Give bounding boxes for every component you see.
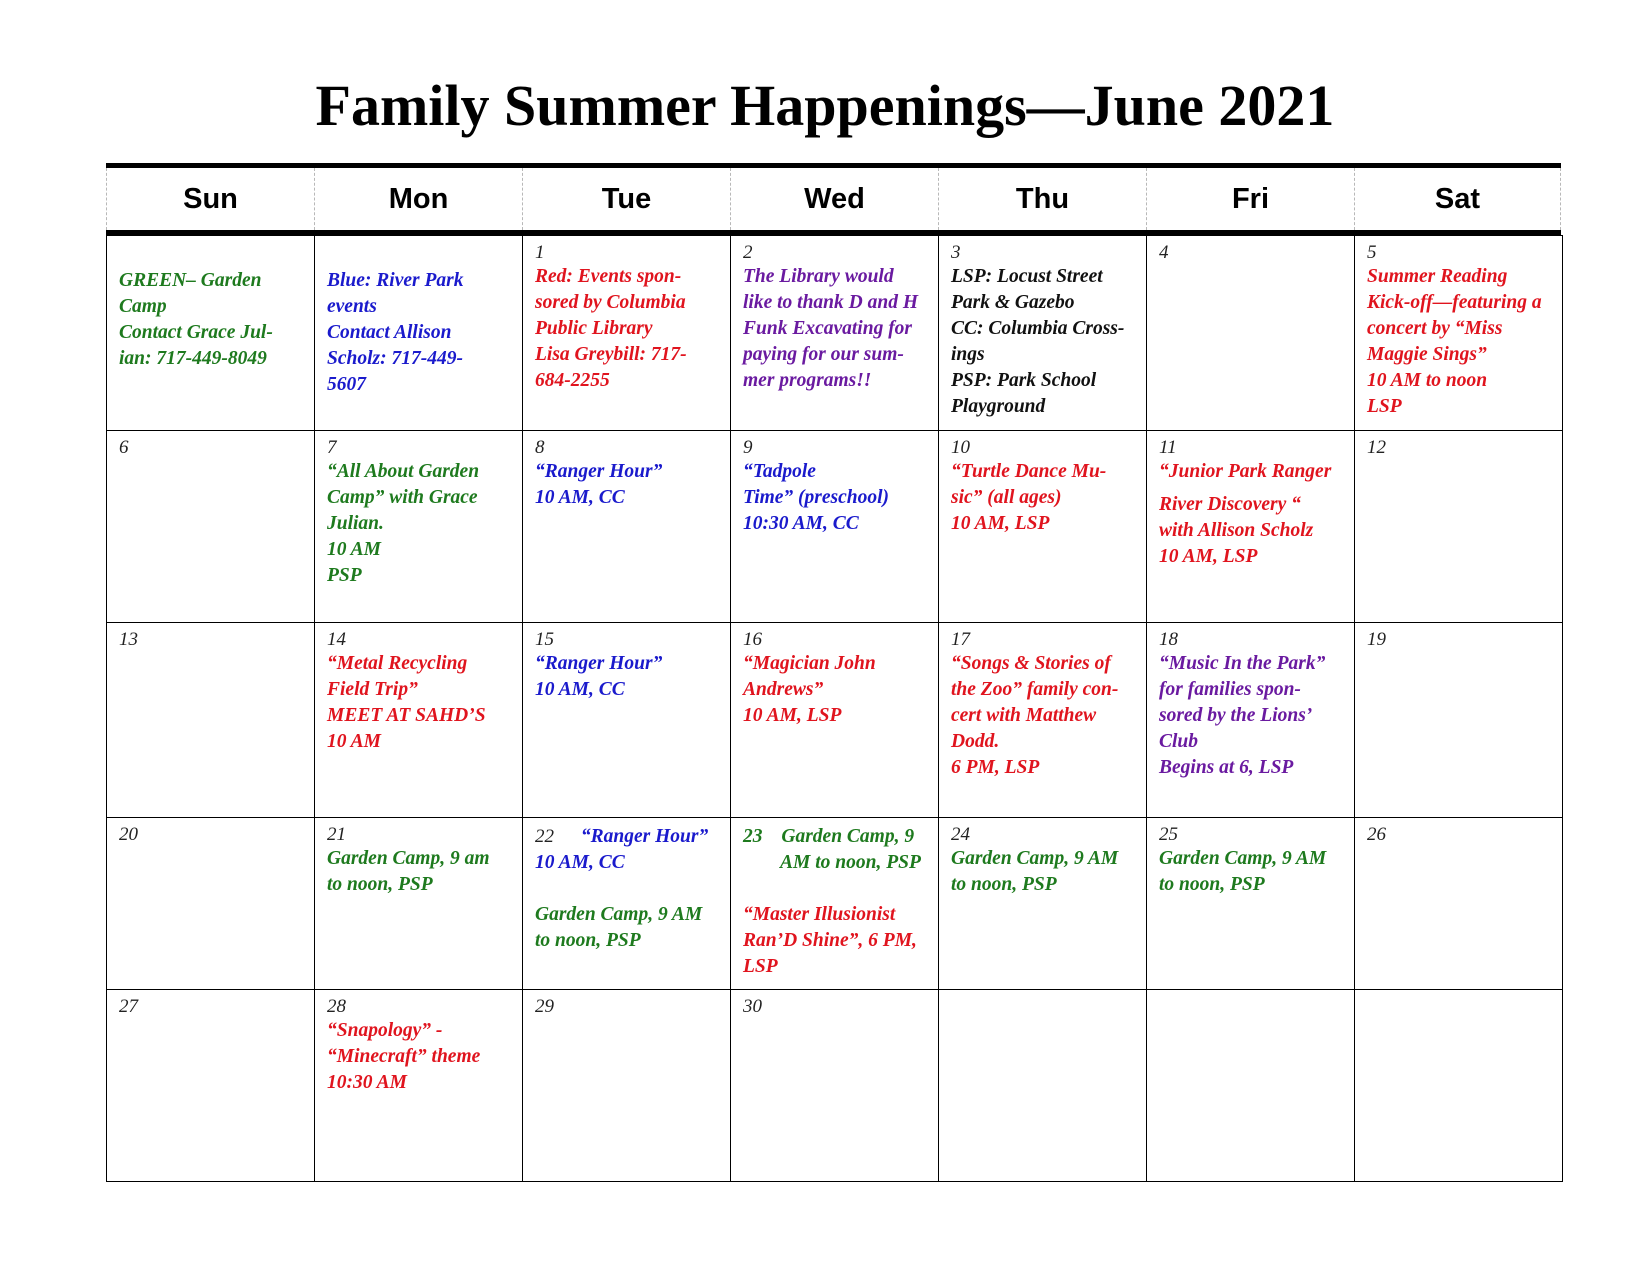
event-text: “Junior Park Ranger — [1159, 461, 1332, 482]
weekday-sun: Sun — [106, 168, 314, 230]
day-cell — [523, 623, 731, 818]
calendar-week — [107, 818, 1563, 990]
day-cell — [315, 431, 523, 623]
event-text: Garden Camp, 9 am to noon, PSP — [327, 848, 490, 895]
legend-red-text: Red: Events spon- sored by Columbia Public Library Lisa Greybill: 717- 684-2255 — [535, 266, 687, 391]
event-text: AM to noon, PSP — [780, 852, 921, 873]
day-cell — [1355, 623, 1563, 818]
calendar-week — [107, 623, 1563, 818]
day-cell — [1147, 818, 1355, 990]
event-text: “Magician John Andrews” 10 AM, LSP — [743, 653, 876, 726]
day-number: 1 — [535, 242, 545, 263]
day-number: 25 — [1159, 824, 1178, 845]
weekday-tue: Tue — [522, 168, 730, 230]
event-text: “Turtle Dance Mu- sic” (all ages) 10 AM, LSP — [951, 461, 1107, 534]
event-text: Garden Camp, 9 — [781, 826, 915, 847]
day-cell — [315, 623, 523, 818]
event-text: 10 AM, CC — [535, 852, 625, 873]
day-number: 7 — [327, 437, 337, 458]
day-cell — [315, 990, 523, 1182]
day-cell — [523, 990, 731, 1182]
day-number: 4 — [1159, 242, 1169, 263]
day-number: 21 — [327, 824, 346, 845]
day-number: 9 — [743, 437, 753, 458]
day-number: 17 — [951, 629, 970, 650]
day-number: 28 — [327, 996, 346, 1017]
event-text: “Ranger Hour” — [580, 826, 709, 847]
day-cell — [1355, 236, 1563, 431]
weekday-fri: Fri — [1146, 168, 1354, 230]
day-number: 16 — [743, 629, 762, 650]
weekday-wed: Wed — [730, 168, 938, 230]
weekday-thu: Thu — [938, 168, 1146, 230]
day-number: 20 — [119, 824, 138, 845]
day-number: 10 — [951, 437, 970, 458]
day-number: 23 — [743, 826, 763, 847]
day-cell — [731, 623, 939, 818]
day-number: 2 — [743, 242, 753, 263]
day-number: 15 — [535, 629, 554, 650]
day-cell — [731, 818, 939, 990]
day-number: 29 — [535, 996, 554, 1017]
legend-purple-text: The Library would like to thank D and H Funk Excavating for paying for our sum- mer programs!! — [743, 266, 918, 391]
day-number: 27 — [119, 996, 138, 1017]
day-number: 13 — [119, 629, 138, 650]
event-text: “Snapology” - “Minecraft” theme 10:30 AM — [327, 1020, 481, 1093]
day-cell — [939, 236, 1147, 431]
day-cell — [107, 818, 315, 990]
event-text: “Music In the Park” for families spon- sored by the Lions’ Club Begins at 6, LSP — [1159, 653, 1326, 778]
event-text: River Discovery “ with Allison Scholz 10 AM, LSP — [1159, 494, 1314, 567]
day-number: 5 — [1367, 242, 1377, 263]
event-text: “Ranger Hour” 10 AM, CC — [535, 461, 663, 508]
day-number: 11 — [1159, 437, 1177, 458]
calendar-grid — [106, 235, 1563, 1182]
day-cell — [523, 236, 731, 431]
legend-green-text: GREEN– Garden Camp Contact Grace Jul- ian: 717-449-8049 — [119, 270, 273, 369]
day-cell — [315, 818, 523, 990]
event-text: “Songs & Stories of the Zoo” family con- cert with Matthew Dodd. 6 PM, LSP — [951, 653, 1119, 778]
day-cell — [939, 431, 1147, 623]
calendar-week — [107, 236, 1563, 431]
day-number: 22 — [535, 826, 554, 847]
day-number: 3 — [951, 242, 961, 263]
event-text: Garden Camp, 9 AM to noon, PSP — [1159, 848, 1327, 895]
day-cell — [523, 818, 731, 990]
legend-cell-blue — [315, 236, 523, 431]
day-cell — [107, 623, 315, 818]
event-text: Garden Camp, 9 AM to noon, PSP — [951, 848, 1119, 895]
calendar-week — [107, 431, 1563, 623]
day-number: 24 — [951, 824, 970, 845]
day-number: 19 — [1367, 629, 1386, 650]
event-text: “Ranger Hour” 10 AM, CC — [535, 653, 663, 700]
empty-day-cell — [1147, 990, 1355, 1182]
page-title: Family Summer Happenings—June 2021 — [315, 73, 1335, 138]
day-number: 14 — [327, 629, 346, 650]
day-number: 26 — [1367, 824, 1386, 845]
day-cell — [107, 990, 315, 1182]
weekday-mon: Mon — [314, 168, 522, 230]
day-number: 18 — [1159, 629, 1178, 650]
legend-blue-text: Blue: River Park events Contact Allison Scholz: 717-449- 5607 — [327, 270, 464, 395]
day-cell — [1355, 431, 1563, 623]
day-number: 12 — [1367, 437, 1386, 458]
day-cell — [731, 431, 939, 623]
weekday-header — [106, 168, 1561, 230]
event-text: Garden Camp, 9 AM to noon, PSP — [535, 904, 703, 951]
day-number: 30 — [743, 996, 762, 1017]
legend-cell-green — [107, 236, 315, 431]
day-cell — [1147, 623, 1355, 818]
event-text: “Master Illusionist Ran’D Shine”, 6 PM, LSP — [743, 904, 917, 977]
empty-day-cell — [939, 990, 1147, 1182]
event-text: Summer Reading Kick-off—featuring a concert by “Miss Maggie Sings” 10 AM to noon LSP — [1367, 266, 1542, 417]
legend-places-text: LSP: Locust Street Park & Gazebo CC: Columbia Cross- ings PSP: Park School Playground — [951, 266, 1125, 417]
event-text: “All About Garden Camp” with Grace Julian. 10 AM PSP — [327, 461, 480, 586]
weekday-sat: Sat — [1354, 168, 1561, 230]
day-cell — [731, 236, 939, 431]
day-cell — [939, 623, 1147, 818]
empty-day-cell — [1355, 990, 1563, 1182]
day-cell — [1147, 236, 1355, 431]
day-cell — [1355, 818, 1563, 990]
day-cell — [1147, 431, 1355, 623]
day-cell — [107, 431, 315, 623]
calendar-week — [107, 990, 1563, 1182]
day-cell — [731, 990, 939, 1182]
day-number: 8 — [535, 437, 545, 458]
day-cell — [939, 818, 1147, 990]
event-text: “Tadpole Time” (preschool) 10:30 AM, CC — [743, 461, 890, 534]
event-text: “Metal Recycling Field Trip” MEET AT SAHD’S 10 AM — [327, 653, 486, 752]
day-number: 6 — [119, 437, 129, 458]
day-cell — [523, 431, 731, 623]
